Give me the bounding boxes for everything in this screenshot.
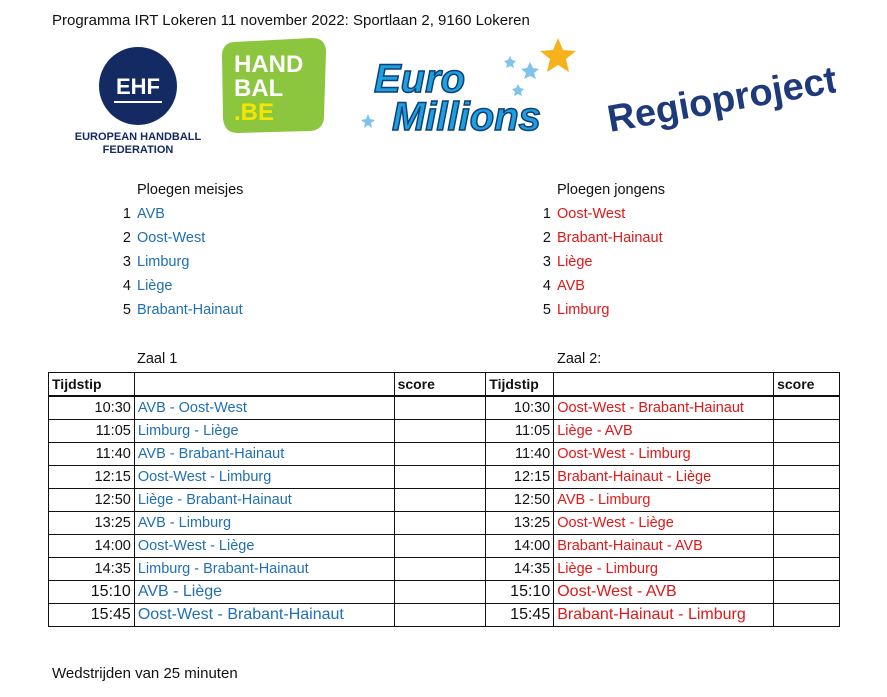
time-cell: 15:45 [49,604,135,627]
time-cell: 12:15 [49,466,135,489]
team-number: 1 [542,206,551,222]
match-cell: Oost-West - Limburg [134,466,394,489]
handbal-be-logo-graphic [220,36,328,134]
match-cell: Oost-West - Limburg [554,443,774,466]
table-row [49,443,840,466]
time-cell: 11:05 [49,420,135,443]
ehf-line2: FEDERATION [102,144,174,156]
team-name: Oost-West [137,230,206,246]
score-cell[interactable] [394,512,486,535]
team-name: Limburg [137,254,190,270]
team-number: 4 [542,278,551,294]
match-cell: Liège - Brabant-Hainaut [134,489,394,512]
handbal-line2: BAL [234,75,284,102]
time-cell: 15:10 [486,581,554,604]
col-score-header: score [394,373,486,397]
score-cell[interactable] [394,581,486,604]
regioproject-logo [606,40,836,144]
col-time2-header: Tijdstip [486,373,554,397]
time-cell: 14:35 [486,558,554,581]
score-cell[interactable] [394,466,486,489]
score-cell[interactable] [774,466,840,489]
handbal-line1: HAND [234,51,304,78]
team-number: 3 [122,254,131,270]
time-cell: 13:25 [486,512,554,535]
time-cell: 15:10 [49,581,135,604]
time-cell: 12:50 [49,489,135,512]
score-cell[interactable] [774,443,840,466]
euromillions-logo [358,34,590,138]
list-item [119,250,243,274]
score-cell[interactable] [394,420,486,443]
time-cell: 14:00 [486,535,554,558]
score-cell[interactable] [774,581,840,604]
table-row [49,581,840,604]
list-item [539,226,663,250]
score-cell[interactable] [394,443,486,466]
time-cell: 14:00 [49,535,135,558]
page-title: Programma IRT Lokeren 11 november 2022: Sportlaan 2, 9160 Lokeren [52,12,530,29]
girls-team-list [119,202,243,322]
col-score2-header: score [774,373,840,397]
match-cell: AVB - Limburg [554,489,774,512]
zaal2-label: Zaal 2: [557,351,602,367]
team-number: 2 [122,230,131,246]
match-cell: AVB - Liège [134,581,394,604]
ehf-logo-graphic [62,46,212,158]
score-cell[interactable] [394,489,486,512]
table-row [49,604,840,627]
time-cell: 11:40 [486,443,554,466]
euromillions-line1: Euro [374,57,466,101]
time-cell: 11:40 [49,443,135,466]
col-match2-header [554,373,774,397]
ehf-logo [62,46,212,158]
col-time-header: Tijdstip [49,373,135,397]
handbal-be-logo [220,36,328,134]
table-header-row [49,373,840,397]
table-row [49,489,840,512]
table-row [49,420,840,443]
zaal1-label: Zaal 1 [137,351,178,367]
team-number: 1 [122,206,131,222]
table-row [49,512,840,535]
time-cell: 12:15 [486,466,554,489]
handbal-line3: .BE [234,99,275,126]
time-cell: 12:50 [486,489,554,512]
team-name: Liège [557,254,593,270]
match-cell: Oost-West - Liège [554,512,774,535]
team-number: 5 [542,302,551,318]
table-row [49,396,840,420]
score-cell[interactable] [774,558,840,581]
score-cell[interactable] [774,535,840,558]
match-cell: AVB - Brabant-Hainaut [134,443,394,466]
boys-heading: Ploegen jongens [557,182,666,198]
schedule-table [48,372,840,627]
team-name: Brabant-Hainaut [557,230,663,246]
list-item [539,274,663,298]
team-name: AVB [137,206,165,222]
team-name: Brabant-Hainaut [137,302,243,318]
regioproject-text: Regioproject [606,59,836,141]
table-row [49,466,840,489]
score-cell[interactable] [774,489,840,512]
match-cell: Limburg - Liège [134,420,394,443]
table-row [49,535,840,558]
team-number: 2 [542,230,551,246]
team-number: 5 [122,302,131,318]
boys-team-list [539,202,663,322]
ehf-abbr: EHF [116,74,160,99]
list-item [539,298,663,322]
time-cell: 14:35 [49,558,135,581]
team-name: AVB [557,278,585,294]
euromillions-line2: Millions [392,95,541,138]
match-cell: Limburg - Brabant-Hainaut [134,558,394,581]
match-cell: Oost-West - Liège [134,535,394,558]
list-item [119,226,243,250]
girls-heading: Ploegen meisjes [137,182,244,198]
team-name: Liège [137,278,173,294]
match-cell: Oost-West - Brabant-Hainaut [554,396,774,420]
table-row [49,558,840,581]
list-item [539,250,663,274]
score-cell[interactable] [394,604,486,627]
time-cell: 15:45 [486,604,554,627]
list-item [539,202,663,226]
time-cell: 10:30 [486,396,554,420]
match-cell: Brabant-Hainaut - Limburg [554,604,774,627]
score-cell[interactable] [774,420,840,443]
ehf-line1: EUROPEAN HANDBALL [74,131,202,143]
score-cell[interactable] [774,396,840,420]
list-item [119,274,243,298]
match-cell: Brabant-Hainaut - AVB [554,535,774,558]
team-name: Oost-West [557,206,626,222]
score-cell[interactable] [774,604,840,627]
col-match-header [134,373,394,397]
time-cell: 13:25 [49,512,135,535]
match-cell: Liège - Limburg [554,558,774,581]
list-item [119,202,243,226]
match-cell: Oost-West - Brabant-Hainaut [134,604,394,627]
match-cell: Liège - AVB [554,420,774,443]
match-cell: AVB - Limburg [134,512,394,535]
score-cell[interactable] [394,396,486,420]
team-number: 4 [122,278,131,294]
match-cell: Brabant-Hainaut - Liège [554,466,774,489]
footer-note: Wedstrijden van 25 minuten [52,665,238,682]
list-item [119,298,243,322]
time-cell: 10:30 [49,396,135,420]
score-cell[interactable] [394,535,486,558]
score-cell[interactable] [774,512,840,535]
match-cell: AVB - Oost-West [134,396,394,420]
time-cell: 11:05 [486,420,554,443]
match-cell: Oost-West - AVB [554,581,774,604]
team-number: 3 [542,254,551,270]
score-cell[interactable] [394,558,486,581]
team-name: Limburg [557,302,610,318]
regioproject-logo-graphic [606,40,836,144]
euromillions-logo-graphic [358,34,590,138]
